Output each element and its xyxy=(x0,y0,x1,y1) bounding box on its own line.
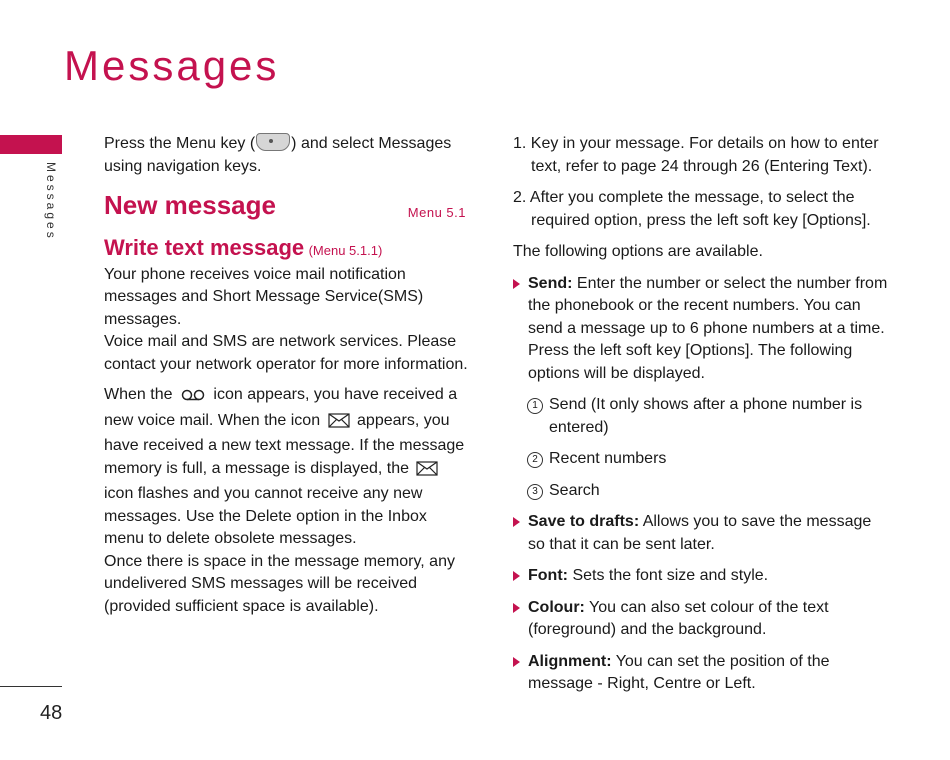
menu-key-icon xyxy=(256,133,290,151)
options-intro: The following options are available. xyxy=(513,243,763,260)
suboption-item: 2 Recent numbers xyxy=(513,448,888,471)
voicemail-icon xyxy=(180,387,206,410)
suboption-item: 3 Search xyxy=(513,480,888,503)
section-header xyxy=(104,190,470,234)
step-item: 2. After you complete the message, to select the required option, press the left soft key [Options]. xyxy=(513,189,871,229)
intro-paragraph: Press the Menu key ( ) and select Messages using navigation keys. xyxy=(104,135,452,175)
circled-number-icon: 3 xyxy=(527,484,543,500)
triangle-bullet-icon xyxy=(513,657,520,667)
left-column xyxy=(104,133,470,618)
subsection-menu-ref: (Menu 5.1.1) xyxy=(308,243,383,258)
side-color-bar xyxy=(0,135,62,154)
section-menu-ref: Menu 5.1 xyxy=(407,205,466,220)
envelope-icon xyxy=(328,413,350,436)
step-item: 1. Key in your message. For details on how to enter text, refer to page 24 through 26 (Entering Text). xyxy=(513,135,879,175)
triangle-bullet-icon xyxy=(513,517,520,527)
paragraph-4: Once there is space in the message memory, any undelivered SMS messages will be received (provided sufficient space is available). xyxy=(104,552,455,615)
envelope-icon xyxy=(416,461,438,484)
subsection-header xyxy=(104,237,470,263)
right-column xyxy=(513,133,888,696)
side-section-tab: Messages xyxy=(44,162,58,241)
triangle-bullet-icon xyxy=(513,603,520,613)
paragraph-1: Your phone receives voice mail notification messages and Short Message Service(SMS) messages. xyxy=(104,265,424,328)
section-title: New message xyxy=(104,190,276,220)
circled-number-icon: 2 xyxy=(527,452,543,468)
option-send: Send: Enter the number or select the number from the phonebook or the recent numbers. You can send a message up to 6 phone numbers at a time. Press the left soft key [Options]. The following options will be displayed. xyxy=(513,273,888,386)
option-save-to-drafts: Save to drafts: Allows you to save the message so that it can be sent later. xyxy=(513,511,888,556)
subsection-title: Write text message xyxy=(104,235,305,260)
option-font: Font: Sets the font size and style. xyxy=(513,565,888,588)
page-number: 48 xyxy=(40,702,63,724)
circled-number-icon: 1 xyxy=(527,398,543,414)
option-colour: Colour: You can also set colour of the text (foreground) and the background. xyxy=(513,597,888,642)
paragraph-3: When the icon appears, you have received a new voice mail. When the icon appears, you have received a new text message. If the message memory is full, a message is displayed, the icon flashes and you cannot receive any new messages. Use the Delete option in the Inbox menu to delete obsolete messages. xyxy=(104,386,465,547)
triangle-bullet-icon xyxy=(513,571,520,581)
triangle-bullet-icon xyxy=(513,279,520,289)
option-alignment: Alignment: You can set the position of the message - Right, Centre or Left. xyxy=(513,651,888,696)
page-title: Messages xyxy=(64,42,280,89)
paragraph-2: Voice mail and SMS are network services. Please contact your network operator for more information. xyxy=(104,333,468,373)
suboption-item: 1 Send (It only shows after a phone number is entered) xyxy=(513,394,888,439)
bottom-rule xyxy=(0,686,62,687)
steps-list xyxy=(513,133,888,232)
